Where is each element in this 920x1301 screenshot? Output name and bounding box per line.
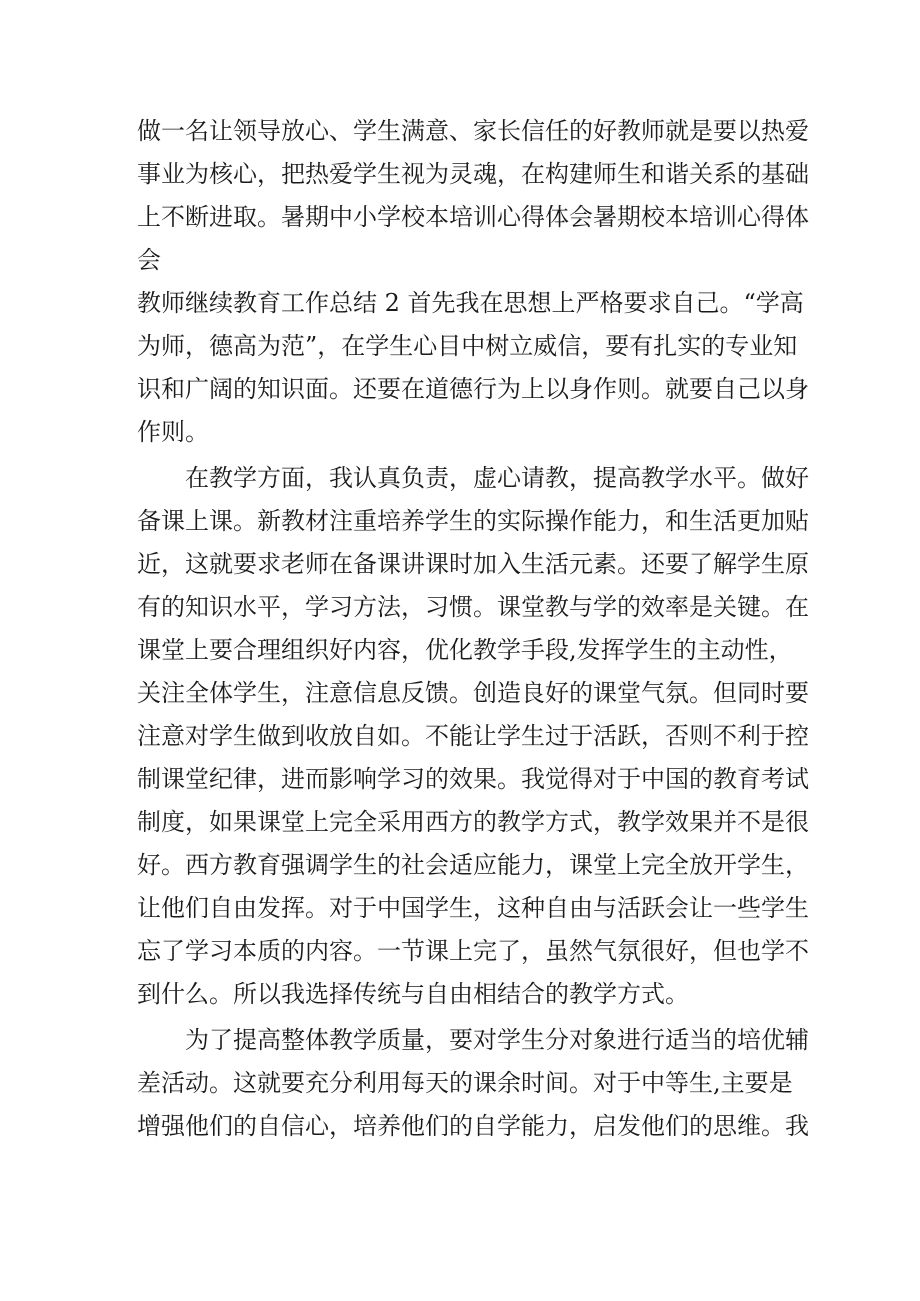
- text-line: 作则。: [137, 418, 209, 446]
- text-line: 制课堂纪律，进而影响学习的效果。我觉得对于中国的教育考试: [137, 765, 809, 793]
- text-line: 注意对学生做到收放自如。不能让学生过于活跃，否则不利于控: [137, 722, 809, 750]
- text-line: 忘了学习本质的内容。一节课上完了，虽然气氛很好，但也学不: [137, 937, 809, 965]
- text-line: 关注全体学生，注意信息反馈。创造良好的课堂气氛。但同时要: [137, 679, 809, 707]
- text-line: 增强他们的自信心，培养他们的自学能力，启发他们的思维。我: [137, 1112, 809, 1140]
- document-body: [137, 110, 809, 1148]
- text-line: 制度，如果课堂上完全采用西方的教学方式，教学效果并不是很: [137, 808, 809, 836]
- text-line: 让他们自由发挥。对于中国学生，这种自由与活跃会让一些学生: [137, 894, 809, 922]
- text-line: 做一名让领导放心、学生满意、家长信任的好教师就是要以热爱: [137, 117, 809, 145]
- text-line: 有的知识水平，学习方法，习惯。课堂教与学的效率是关键。在: [137, 593, 809, 621]
- text-line: 课堂上要合理组织好内容，优化教学手段,发挥学生的主动性，: [137, 636, 793, 664]
- text-line: 上不断进取。暑期中小学校本培训心得体会暑期校本培训心得体: [137, 203, 809, 231]
- text-line: 备课上课。新教材注重培养学生的实际操作能力，和生活更加贴: [137, 507, 809, 535]
- text-line: 识和广阔的知识面。还要在道德行为上以身作则。就要自己以身: [137, 375, 809, 403]
- text-line: 会: [137, 246, 161, 274]
- text-line: 事业为核心，把热爱学生视为灵魂，在构建师生和谐关系的基础: [137, 160, 809, 188]
- paragraph-start-line: 在教学方面，我认真负责，虚心请教，提高教学水平。做好: [185, 464, 809, 492]
- text-line: 到什么。所以我选择传统与自由相结合的教学方式。: [137, 980, 689, 1008]
- paragraph-start-line: 为了提高整体教学质量，要对学生分对象进行适当的培优辅: [185, 1026, 809, 1054]
- text-line: 好。西方教育强调学生的社会适应能力，课堂上完全放开学生，: [137, 851, 809, 879]
- text-line: 近，这就要求老师在备课讲课时加入生活元素。还要了解学生原: [137, 550, 809, 578]
- text-line: 差活动。这就要充分利用每天的课余时间。对于中等生,主要是: [137, 1069, 793, 1097]
- text-line: 教师继续教育工作总结 2 首先我在思想上严格要求自己。“学高: [137, 289, 804, 317]
- text-line: 为师，德高为范”，在学生心目中树立威信，要有扎实的专业知: [137, 332, 798, 360]
